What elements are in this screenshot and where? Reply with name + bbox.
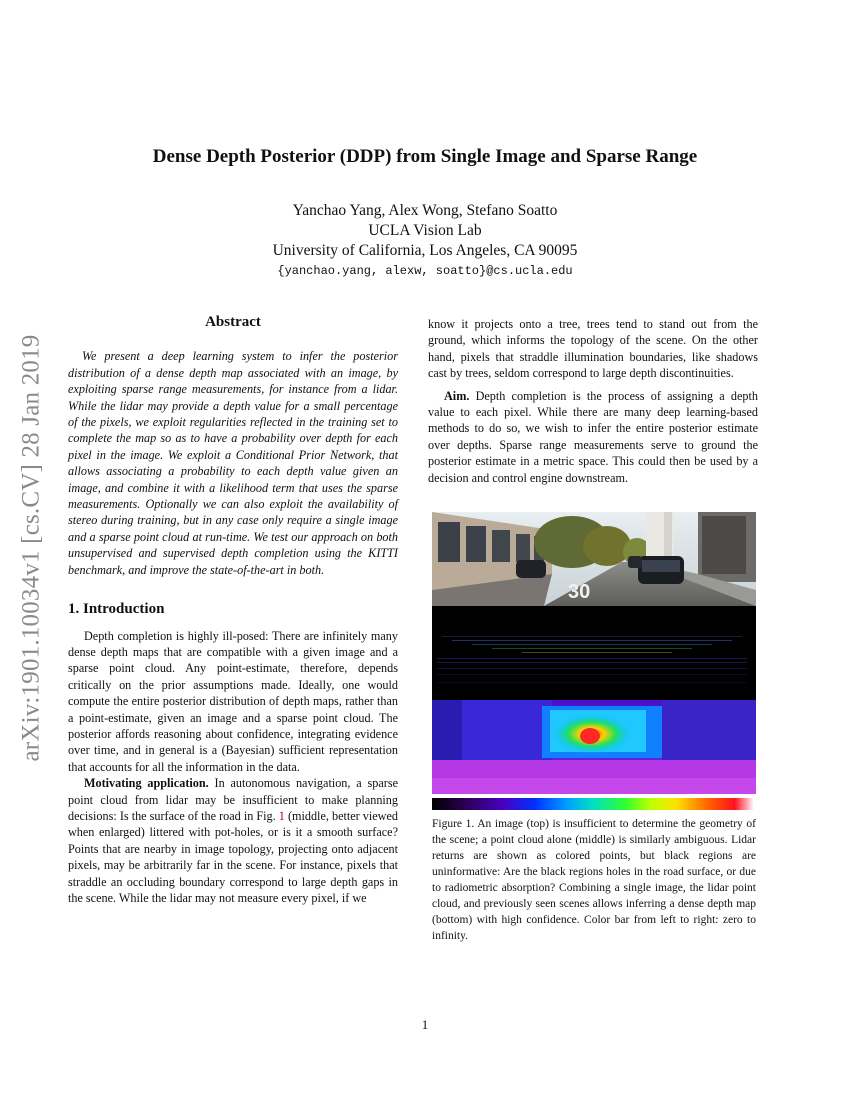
arxiv-identifier	[8, 298, 54, 798]
intro-paragraph-2	[68, 775, 398, 906]
author-affiliation: University of California, Los Angeles, CA 90095	[272, 242, 578, 259]
street-photo	[432, 512, 756, 606]
author-lab: UCLA Vision Lab	[368, 222, 482, 239]
paragraph-2-text-b: (middle, better viewed when enlarged) littered with pot-holes, or is it a smooth surface? Points that are nearby in image topology, projecting onto adjacent pixels, may be arbitrarily far in the scene. For instance, pixels that straddle an occluding boundary correspond to large depth gaps in the scene. While the lidar may not measure every pixel, if we	[68, 808, 398, 905]
motivating-application-lead: Motivating application.	[84, 776, 209, 791]
abstract-heading: Abstract	[205, 314, 261, 330]
paragraph-2-text-a: In autonomous navigation, a sparse point cloud from lidar may be insufficient to make planning decisions: Is the surface of the road in Fig.	[68, 776, 398, 823]
author-email: {yanchao.yang, alexw, soatto}@cs.ucla.edu	[277, 264, 573, 278]
page-number: 1	[421, 1017, 429, 1032]
author-names: Yanchao Yang, Alex Wong, Stefano Soatto	[292, 202, 558, 219]
aim-text: Depth completion is the process of assigning a depth value to each pixel. While there are many deep learning-based methods to do so, we wish to infer the entire posterior estimate over depths. Sparse range measurements serve to ground the posterior estimate in a metric space. This could then be used by a decision and control engine downstream.	[428, 388, 758, 485]
arxiv-id-text: arXiv:1901.10034v1 [cs.CV] 28 Jan 2019	[17, 334, 44, 762]
intro-paragraph-1: Depth completion is highly ill-posed: There are infinitely many dense depth maps that are compatible with a given image and a sparse point cloud. Any point-estimate, therefore, depends critically on the prior assumptions made. Ideally, one would compute the entire posterior distribution of depth maps, rather than a point-estimate, given an image and a sparse point cloud. The posterior affords reasoning about confidence, integrating evidence over time, and in general is a (Bayesian) sufficient representation that accounts for all the information in the data.	[68, 628, 398, 774]
figure-1-caption: Figure 1. An image (top) is insufficient to determine the geometry of the scene; a point cloud alone (middle) is similarly ambiguous. Lidar returns are shown as colored points, but black regions are uninformative: Are the black regions holes in the road surface, or due to radiometric absorption? Combining a single image, the lidar point cloud, and previously seen scenes allows inferring a dense depth map (bottom) with high confidence. Color bar from left to right: zero to infinity.	[432, 818, 756, 943]
aim-paragraph	[428, 388, 758, 486]
figure-1	[432, 512, 756, 944]
dense-depth-map	[432, 700, 756, 794]
depth-colorbar	[432, 798, 754, 810]
intro-paragraph-3: know it projects onto a tree, trees tend to stand out from the ground, which informs the topology of the scene. On the other hand, pixels that straddle illumination boundaries, like shadows cast by trees, seldom correspond to large depth discontinuities.	[428, 317, 758, 381]
intro-heading: 1. Introduction	[68, 601, 165, 618]
paper-title: Dense Depth Posterior (DDP) from Single Image and Sparse Range	[152, 146, 698, 167]
right-column	[428, 316, 758, 944]
figure-1-reference-link[interactable]: 1	[278, 808, 285, 823]
aim-lead: Aim.	[444, 388, 470, 403]
author-block	[0, 201, 850, 281]
lidar-panel	[432, 606, 756, 700]
left-column	[68, 314, 398, 906]
road-speed-marking: 30	[568, 581, 591, 604]
abstract-text: We present a deep learning system to infer the posterior distribution of a dense depth map associated with an image, by exploiting sparse range measurements, for instance from a lidar. While the lidar may provide a depth value for a small percentage of the pixels, we exploit regularities reflected in the training set to complete the map so as to have a probability over depth for each pixel in the image. We exploit a Conditional Prior Network, that allows associating a probability to each depth value given an image, and combine it with a likelihood term that uses the sparse measurements. Optionally we can also exploit the availability of stereo during training, but in any case only require a single image and a sparse point cloud at run-time. We test our approach on both unsupervised and supervised depth completion using the KITTI benchmark, and improve the state-of-the-art in both.	[68, 349, 398, 577]
